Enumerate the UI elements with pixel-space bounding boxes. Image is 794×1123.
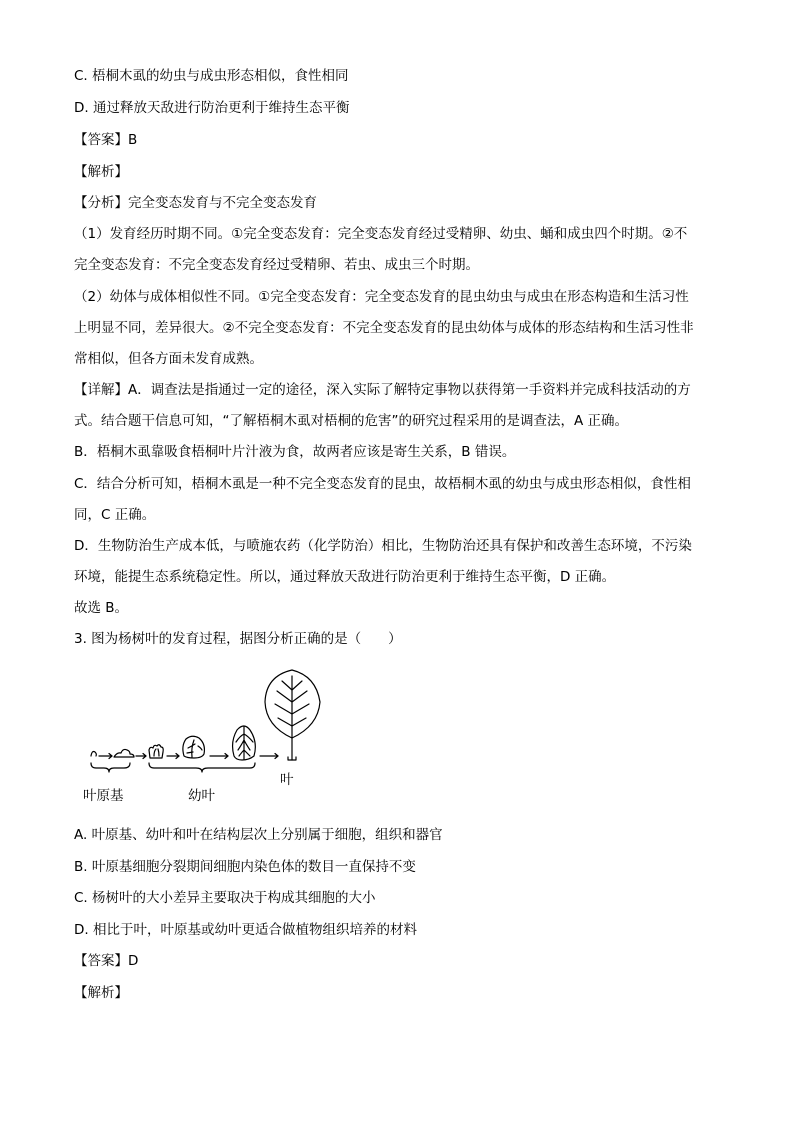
label-leaf: 叶	[280, 772, 294, 788]
text-line: C．结合分析可知，梧桐木虱是一种不完全变态发育的昆虫，故梧桐木虱的幼虫与成虫形态相似，食性相	[74, 476, 691, 492]
leaf-primordium-large	[114, 749, 134, 757]
text-line: C. 梧桐木虱的幼虫与成虫形态相似，食性相同	[74, 68, 349, 84]
text-line: 【答案】B	[74, 132, 138, 148]
text-line: 【解析】	[74, 164, 128, 180]
label-leaf-primordium: 叶原基	[83, 788, 124, 804]
analysis-label: 【解析】	[74, 985, 128, 1001]
arrow	[210, 754, 228, 759]
text-line: 式。结合题干信息可知，“了解梧桐木虱对梧桐的危害”的研究过程采用的是调查法，A 正确。	[74, 413, 629, 429]
young-leaf-stage-2	[183, 736, 205, 758]
text-line: （1）发育经历时期不同。①完全变态发育：完全变态发育经过受精卵、幼虫、蛹和成虫四个时期。②不	[74, 226, 688, 242]
text-line: 环境，能提生态系统稳定性。所以，通过释放天敌进行防治更利于维持生态平衡，D 正确。	[74, 569, 616, 585]
young-leaf-stage-1	[149, 745, 163, 758]
mature-leaf	[265, 670, 320, 760]
arrow	[260, 754, 278, 759]
option-a: A. 叶原基、幼叶和叶在结构层次上分别属于细胞，组织和器官	[74, 827, 443, 843]
young-leaf-stage-3	[233, 726, 256, 760]
leaf-primordium-small	[91, 752, 96, 757]
text-line: D．生物防治生产成本低，与喷施农药（化学防治）相比，生物防治还具有保护和改善生态环境，不污染	[74, 538, 692, 554]
text-line: 故选 B。	[74, 600, 129, 616]
answer-label: 【答案】D	[74, 953, 139, 969]
text-line: D. 通过释放天敌进行防治更利于维持生态平衡	[74, 100, 350, 116]
text-line: 同，C 正确。	[74, 507, 156, 523]
arrow	[167, 754, 179, 759]
text-line: B．梧桐木虱靠吸食梧桐叶片汁液为食，故两者应该是寄生关系，B 错误。	[74, 444, 516, 460]
text-line: 常相似，但各方面未发育成熟。	[74, 351, 263, 367]
arrow	[136, 754, 146, 759]
question-title: 3. 图为杨树叶的发育过程，据图分析正确的是（ ）	[74, 631, 402, 647]
option-c: C. 杨树叶的大小差异主要取决于构成其细胞的大小	[74, 890, 376, 906]
arrow	[99, 754, 112, 759]
bracket-primordium	[91, 763, 130, 772]
label-young-leaf: 幼叶	[188, 788, 215, 804]
text-line: 上明显不同，差异很大。②不完全变态发育：不完全变态发育的昆虫幼体与成体的形态结构和生活习性非	[74, 320, 694, 336]
text-line: 【详解】A．调查法是指通过一定的途径，深入实际了解特定事物以获得第一手资料并完成科技活动的方	[74, 382, 691, 398]
option-d: D. 相比于叶，叶原基或幼叶更适合做植物组织培养的材料	[74, 922, 417, 938]
text-line: 【分析】完全变态发育与不完全变态发育	[74, 195, 317, 211]
option-b: B. 叶原基细胞分裂期间细胞内染色体的数目一直保持不变	[74, 859, 416, 875]
text-line: （2）幼体与成体相似性不同。①完全变态发育：完全变态发育的昆虫幼虫与成虫在形态构造和生活习性	[74, 289, 689, 305]
leaf-development-diagram	[74, 664, 374, 813]
bracket-young-leaf	[149, 763, 255, 772]
text-line: 完全变态发育：不完全变态发育经过受精卵、若虫、成虫三个时期。	[74, 257, 479, 273]
